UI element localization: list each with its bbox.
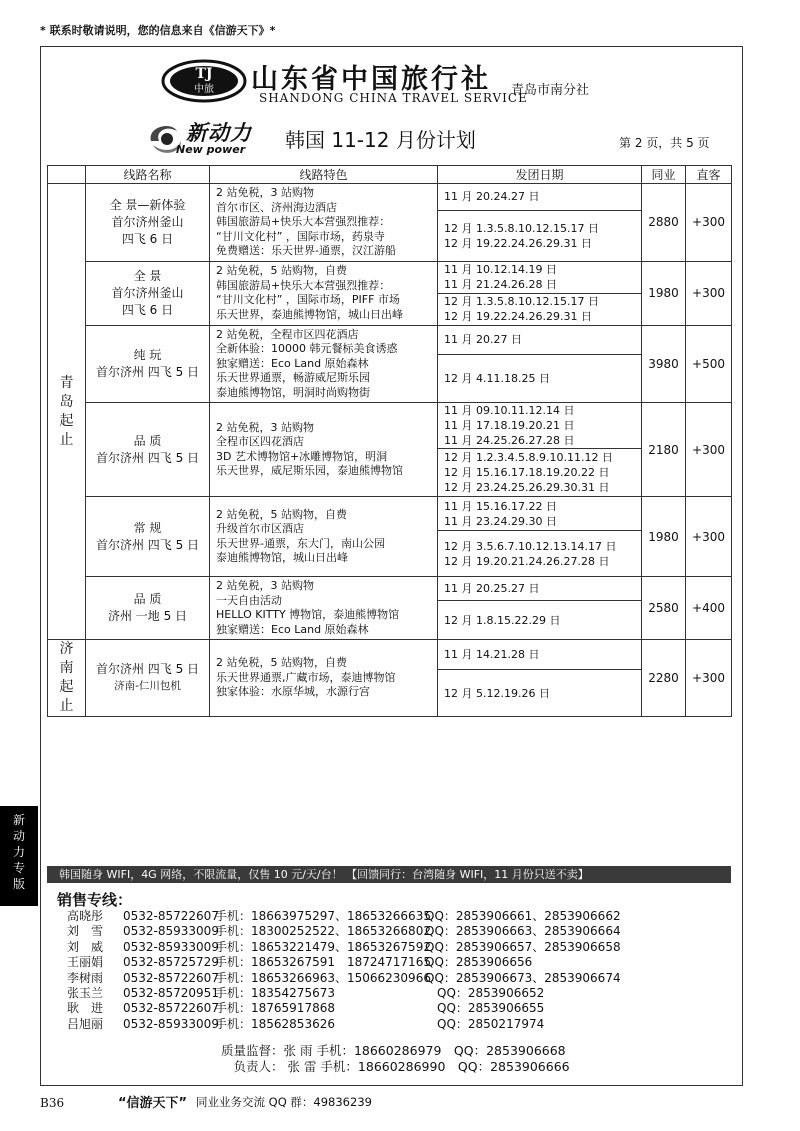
company-name-cn: 山东省中国旅行社 <box>251 64 491 95</box>
sales-title: 销售专线： <box>57 891 133 909</box>
contact-mobile: 手机：18300252522、18653266802 <box>215 924 431 939</box>
peer-price: 3980 <box>642 325 686 403</box>
feature-line: 泰迪熊博物馆，明洞时尚购物街 <box>216 385 370 399</box>
sales-contact-row <box>67 924 717 939</box>
contact-mobile: 手机：18663975297、18653266635 <box>215 909 431 923</box>
table-header-row <box>48 166 732 184</box>
date-line: 11 月 20.25.27 日 <box>444 582 540 596</box>
header-features: 线路特色 <box>210 166 438 184</box>
route-features-cell <box>210 497 438 577</box>
date-line: 12 月 19.22.24.26.29.31 日 <box>444 236 592 250</box>
region-jinan <box>48 640 86 717</box>
feature-line: 2 站免税，3 站购物 <box>216 186 314 199</box>
route-name-line: 四飞 6 日 <box>121 231 174 246</box>
route-name-line: 首尔济州 四飞 5 日 <box>95 537 200 552</box>
peer-price: 2180 <box>642 403 686 497</box>
date-line: 12 月 3.5.6.7.10.12.13.14.17 日 <box>444 539 617 553</box>
peer-price: 1980 <box>642 497 686 577</box>
route-name-line: 首尔济州 四飞 5 日 <box>95 662 200 676</box>
side-tab-char: 专 <box>12 861 25 875</box>
route-name-line: 品 质 <box>133 433 162 448</box>
contact-mobile: 手机：18354275673 <box>215 985 335 1000</box>
route-name-cell <box>86 261 210 325</box>
dates-november-cell <box>438 261 642 293</box>
side-tab-char: 动 <box>12 829 25 843</box>
contact-phone: 0532-85933009 <box>123 924 219 939</box>
route-features-cell <box>210 184 438 262</box>
date-line: 12 月 23.24.25.26.29.30.31 日 <box>444 481 610 494</box>
date-line: 12 月 1.2.3.4.5.8.9.10.11.12 日 <box>444 451 613 464</box>
contact-qq: QQ：2853906661、2853906662 <box>425 909 621 923</box>
header-peer-price: 同业 <box>642 166 686 184</box>
feature-line: 2 站免税，5 站购物，自费 <box>216 656 347 670</box>
contact-phone: 0532-85933009 <box>123 1016 219 1031</box>
date-line: 12 月 19.22.24.26.29.31 日 <box>444 310 592 323</box>
contact-name: 张玉兰 <box>67 985 104 1000</box>
route-name-line: 四飞 6 日 <box>121 302 174 317</box>
feature-line: 韩国旅游局+快乐大本营强烈推荐： <box>216 215 391 228</box>
contact-mobile: 手机：18653221479、18653267592 <box>215 939 431 954</box>
date-line: 11 月 24.25.26.27.28 日 <box>444 434 575 447</box>
date-line: 11 月 09.10.11.12.14 日 <box>444 404 575 417</box>
date-line: 11 月 10.12.14.19 日 <box>444 263 557 276</box>
contact-phone: 0532-85722607 <box>123 1001 219 1016</box>
route-name-cell <box>86 577 210 640</box>
side-tab-char: 新 <box>12 813 25 827</box>
feature-line: 2 站免税，5 站购物，自费 <box>216 264 347 277</box>
feature-line: 独家体验：水原华城，水源行宫 <box>216 685 370 699</box>
contact-name: 王丽娟 <box>67 955 104 970</box>
contact-note: * 联系时敬请说明，您的信息来自《信游天下》* <box>40 24 276 37</box>
feature-line: 一天自由活动 <box>216 593 282 607</box>
direct-price: +300 <box>686 497 732 577</box>
date-line: 12 月 1.3.5.8.10.12.15.17 日 <box>444 295 599 308</box>
route-name-line: 首尔济州 四飞 5 日 <box>95 364 200 379</box>
feature-line: 2 站免税，3 站购物 <box>216 579 314 592</box>
table-row <box>48 403 732 449</box>
side-tab-char: 力 <box>12 845 25 859</box>
date-line: 11 月 15.16.17.22 日 <box>444 499 557 513</box>
feature-line: 乐天世界通票，畅游威尼斯乐园 <box>216 371 370 384</box>
date-line: 11 月 17.18.19.20.21 日 <box>444 419 575 432</box>
contact-mobile: 手机：18562853626 <box>215 1016 335 1031</box>
contact-phone: 0532-85722607 <box>123 909 219 923</box>
date-line: 11 月 21.24.26.28 日 <box>444 278 557 291</box>
dates-november-cell <box>438 497 642 531</box>
date-line: 12 月 1.3.5.8.10.12.15.17 日 <box>444 221 599 235</box>
dates-november-cell <box>438 403 642 449</box>
side-tab-char: 版 <box>12 877 25 891</box>
contact-qq: QQ：2853906673、2853906674 <box>425 970 621 985</box>
route-name-cell <box>86 640 210 717</box>
feature-line: 乐天世界-通票，东大门，南山公园 <box>216 536 385 550</box>
date-line: 12 月 19.20.21.24.26.27.28 日 <box>444 554 610 568</box>
route-features-cell <box>210 577 438 640</box>
page-info: 第 2 页，共 5 页 <box>619 136 710 150</box>
page-number: B36 <box>40 1096 65 1110</box>
contact-qq: QQ：2853906657、2853906658 <box>425 939 621 954</box>
date-line: 12 月 5.12.19.26 日 <box>444 686 550 700</box>
feature-line: 全新体验：10000 韩元餐标美食诱惑 <box>216 342 398 355</box>
plan-title: 韩国 11-12 月份计划 <box>285 128 476 152</box>
direct-price: +300 <box>686 184 732 262</box>
region-char: 岛 <box>59 393 74 410</box>
date-line: 11 月 14.21.28 日 <box>444 648 540 662</box>
date-line: 11 月 20.24.27 日 <box>444 190 540 204</box>
route-name-cell <box>86 184 210 262</box>
feature-line: 首尔市区、济州海边酒店 <box>216 200 337 214</box>
emblem-text: 中旅 <box>194 84 214 95</box>
dates-december-cell <box>438 601 642 640</box>
feature-line: 独家赠送：Eco Land 原始森林 <box>216 622 369 636</box>
dates-november-cell <box>438 325 642 354</box>
route-name-line: 首尔济州釜山 <box>111 214 184 229</box>
route-name-line: 全 景—新体验 <box>109 197 186 212</box>
date-line: 12 月 1.8.15.22.29 日 <box>444 613 561 627</box>
feature-line: 2 站免税，3 站购物 <box>216 420 314 434</box>
region-char: 青 <box>59 374 74 391</box>
route-name-line: 品 质 <box>133 592 162 606</box>
contact-qq: QQ：2853906652 <box>425 985 545 1000</box>
region-char: 起 <box>59 679 74 695</box>
dates-december-cell <box>438 449 642 497</box>
feature-line: 2 站免税，5 站购物，自费 <box>216 507 347 521</box>
route-name-line: 济州 一地 5 日 <box>107 609 188 623</box>
peer-price: 2280 <box>642 640 686 717</box>
route-name-cell <box>86 497 210 577</box>
sales-contact-list <box>67 909 717 1032</box>
contact-qq: QQ：2850217974 <box>425 1016 545 1031</box>
contact-phone: 0532-85720951 <box>123 985 219 1000</box>
contact-qq: QQ：2853906656 <box>425 955 533 970</box>
branch-name: 青岛市南分社 <box>511 83 590 98</box>
region-char: 止 <box>59 431 74 448</box>
table-row <box>48 640 732 670</box>
sales-contact-row <box>67 1001 717 1016</box>
dates-november-cell <box>438 184 642 211</box>
route-name-cell <box>86 403 210 497</box>
table-row <box>48 261 732 293</box>
route-name-line: 济南-仁川包机 <box>114 680 181 692</box>
feature-line: 乐天世界，泰迪熊博物馆，城山日出峰 <box>216 307 403 321</box>
contact-phone: 0532-85722607 <box>123 970 219 985</box>
route-name-line: 常 规 <box>133 520 162 535</box>
feature-line: 韩国旅游局+快乐大本营强烈推荐： <box>216 278 391 292</box>
route-features-cell <box>210 261 438 325</box>
contact-mobile: 手机：18653267591 18724717165 <box>215 955 431 970</box>
newpower-name-cn: 新动力 <box>186 121 252 145</box>
route-name-cell <box>86 325 210 403</box>
region-qingdao <box>48 184 86 640</box>
contact-name: 李树雨 <box>67 970 104 985</box>
dates-november-cell <box>438 640 642 670</box>
sales-contact-row <box>67 1017 717 1032</box>
header-blank <box>48 166 86 184</box>
wifi-notice-bar: 韩国随身 WIFI，4G 网络，不限流量，仅售 10 元/天/台！ 【回馈同行：台湾随身 WIFI，11 月份只送不卖】 <box>47 866 731 883</box>
route-features-cell <box>210 403 438 497</box>
table-row <box>48 577 732 601</box>
cts-emblem-icon <box>161 59 247 103</box>
tour-schedule-table <box>47 165 732 717</box>
feature-line: 升级首尔市区酒店 <box>216 522 304 535</box>
manager-contact: 负责人： 张 雷 手机：18660286990 QQ：2853906666 <box>221 1059 570 1074</box>
date-line: 12 月 15.16.17.18.19.20.22 日 <box>444 466 610 479</box>
header-direct-price: 直客 <box>686 166 732 184</box>
feature-line: 免费赠送：乐天世界-通票，汉江游船 <box>216 244 396 257</box>
feature-line: 乐天世界通票,广藏市场，泰迪博物馆 <box>216 670 396 684</box>
dates-december-cell <box>438 354 642 402</box>
sales-contact-row <box>67 986 717 1001</box>
side-tab-label <box>0 806 38 906</box>
sales-contact-row <box>67 909 717 924</box>
peer-price: 1980 <box>642 261 686 325</box>
route-name-line: 首尔济州釜山 <box>111 285 184 300</box>
route-features-cell <box>210 325 438 403</box>
contact-phone: 0532-85725729 <box>123 955 219 970</box>
feature-line: 泰迪熊博物馆，城山日出峰 <box>216 551 348 564</box>
quality-supervisor: 质量监督：张 雨 手机：18660286979 QQ：2853906668 <box>221 1043 566 1058</box>
peer-price: 2880 <box>642 184 686 262</box>
date-line: 11 月 20.27 日 <box>444 333 522 347</box>
direct-price: +400 <box>686 577 732 640</box>
feature-line: HELLO KITTY 博物馆，泰迪熊博物馆 <box>216 608 400 621</box>
company-name-en: SHANDONG CHINA TRAVEL SERVICE <box>259 91 528 105</box>
table-row <box>48 184 732 211</box>
contact-mobile: 手机：18765917868 <box>215 1001 335 1016</box>
feature-line: 3D 艺术博物馆+冰雕博物馆，明洞 <box>216 449 388 463</box>
contact-qq: QQ：2853906663、2853906664 <box>425 924 621 939</box>
direct-price: +300 <box>686 261 732 325</box>
supervision-block <box>221 1043 570 1075</box>
region-char: 起 <box>59 412 74 429</box>
newpower-name-en: New power <box>176 143 246 156</box>
region-char: 南 <box>59 660 74 676</box>
table-row <box>48 497 732 531</box>
route-name-line: 首尔济州 四飞 5 日 <box>95 450 200 465</box>
contact-phone: 0532-85933009 <box>123 939 219 954</box>
header-route-name: 线路名称 <box>86 166 210 184</box>
feature-line: “甘川文化村” ，国际市场，PIFF 市场 <box>216 293 400 306</box>
dates-december-cell <box>438 531 642 577</box>
contact-name: 耿 进 <box>67 1001 104 1016</box>
date-line: 12 月 4.11.18.25 日 <box>444 371 550 385</box>
flyer-frame <box>40 46 743 1086</box>
dates-december-cell <box>438 293 642 325</box>
peer-price: 2580 <box>642 577 686 640</box>
sales-contact-row <box>67 940 717 955</box>
region-char: 止 <box>59 698 74 714</box>
dates-november-cell <box>438 577 642 601</box>
header-dates: 发团日期 <box>438 166 642 184</box>
contact-name: 吕旭丽 <box>67 1016 104 1031</box>
contact-name: 刘 雪 <box>67 924 104 939</box>
dates-december-cell <box>438 670 642 717</box>
feature-line: 乐天世界，威尼斯乐园，泰迪熊博物馆 <box>216 464 403 477</box>
footer-qq-group: 同业业务交流 QQ 群：49836239 <box>196 1095 372 1109</box>
footer-brand: “信游天下” <box>118 1096 188 1111</box>
route-name-line: 纯 玩 <box>133 347 162 362</box>
region-char: 济 <box>59 641 74 657</box>
dates-december-cell <box>438 210 642 261</box>
contact-name: 高晓彤 <box>67 909 104 923</box>
date-line: 11 月 23.24.29.30 日 <box>444 514 557 528</box>
table-row <box>48 325 732 354</box>
sales-contact-row <box>67 955 717 970</box>
feature-line: 全程市区四花酒店 <box>216 435 304 448</box>
route-name-line: 全 景 <box>133 268 162 283</box>
contact-name: 刘 威 <box>67 939 104 954</box>
feature-line: “甘川文化村” ，国际市场，药泉寺 <box>216 229 385 243</box>
direct-price: +300 <box>686 640 732 717</box>
route-features-cell <box>210 640 438 717</box>
sales-contact-row <box>67 971 717 986</box>
svg-text:TJ: TJ <box>195 66 213 82</box>
feature-line: 2 站免税，全程市区四花酒店 <box>216 327 359 341</box>
contact-mobile: 手机：18653266963、15066230966 <box>215 970 431 985</box>
contact-qq: QQ：2853906655 <box>425 1001 545 1016</box>
direct-price: +500 <box>686 325 732 403</box>
feature-line: 独家赠送：Eco Land 原始森林 <box>216 356 369 370</box>
direct-price: +300 <box>686 403 732 497</box>
